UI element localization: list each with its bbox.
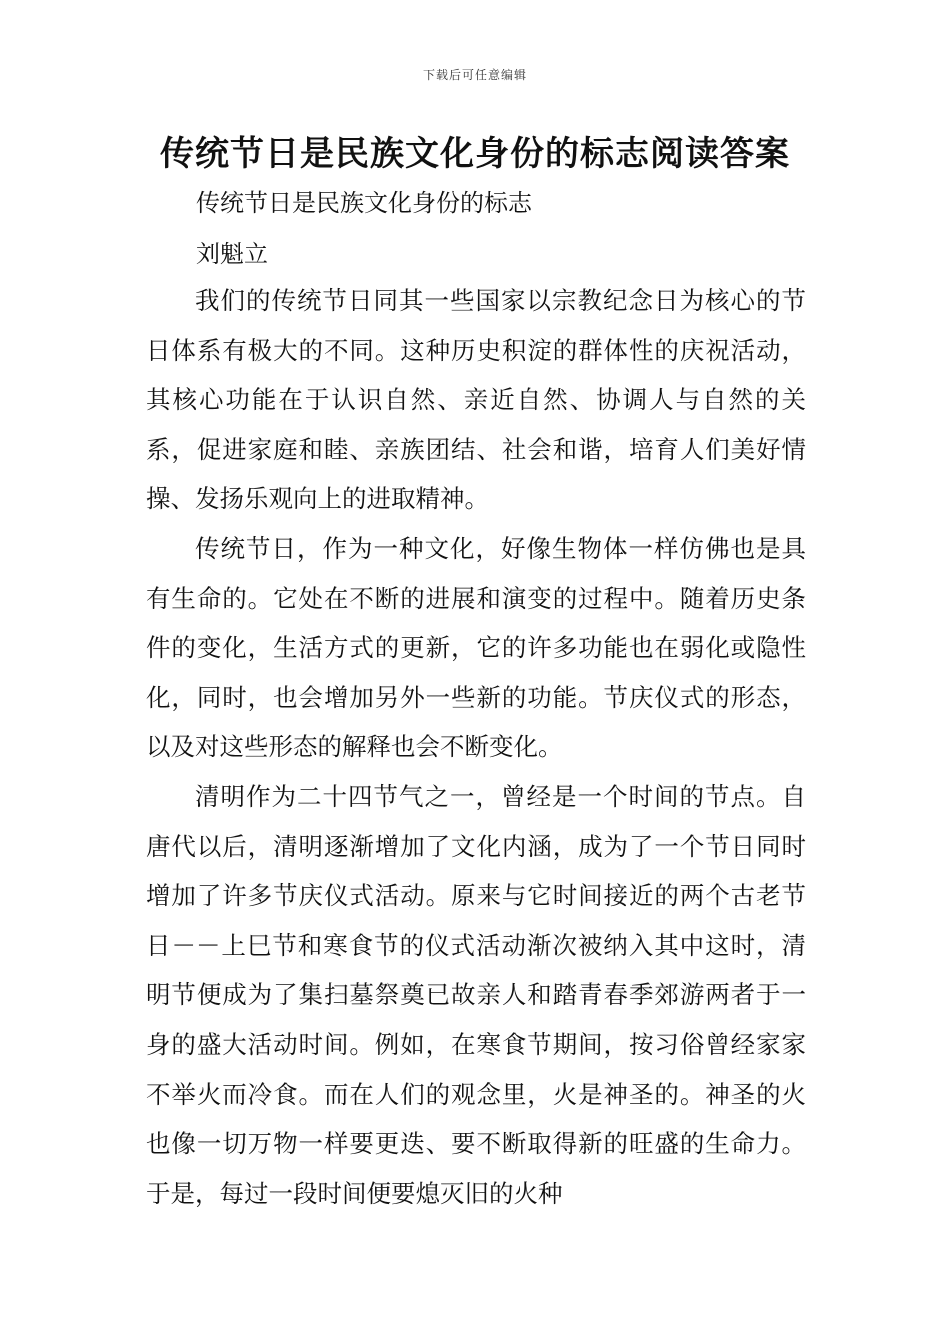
header-note: 下载后可任意编辑 (422, 68, 527, 82)
article-subtitle: 传统节日是民族文化身份的标志 (196, 189, 532, 217)
paragraph-3: 清明作为二十四节气之一，曾经是一个时间的节点。自唐代以后，清明逐渐增加了文化内涵，成为了一个节日同时增加了许多节庆仪式活动。原来与它时间接近的两个古老节日－－上巳节和寒食节的仪式活动渐次被纳入其中这时，清明节便成为了集扫墓祭奠已故亲人和踏青春季郊游两者于一身的盛大活动时间。例如，在寒食节期间，按习俗曾经家家不举火而冷食。而在人们的观念里，火是神圣的。神圣的火也像一切万物一样要更迭、要不断取得新的旺盛的生命力。于是，每过一段时间便要熄灭旧的火种 (146, 781, 806, 1208)
paragraph-2: 传统节日，作为一种文化，好像生物体一样仿佛也是具有生命的。它处在不断的进展和演变的过程中。随着历史条件的变化，生活方式的更新，它的许多功能也在弱化或隐性化，同时，也会增加另外一些新的功能。节庆仪式的形态，以及对这些形态的解释也会不断变化。 (146, 533, 806, 762)
article-author: 刘魁立 (196, 240, 268, 268)
paragraph-1: 我们的传统节日同其一些国家以宗教纪念日为核心的节日体系有极大的不同。这种历史积淀的群体性的庆祝活动，其核心功能在于认识自然、亲近自然、协调人与自然的关系，促进家庭和睦、亲族团结、社会和谐，培育人们美好情操、发扬乐观向上的进取精神。 (146, 286, 806, 514)
article-body (146, 276, 806, 1218)
document-title: 传统节日是民族文化身份的标志阅读答案 (160, 134, 790, 174)
